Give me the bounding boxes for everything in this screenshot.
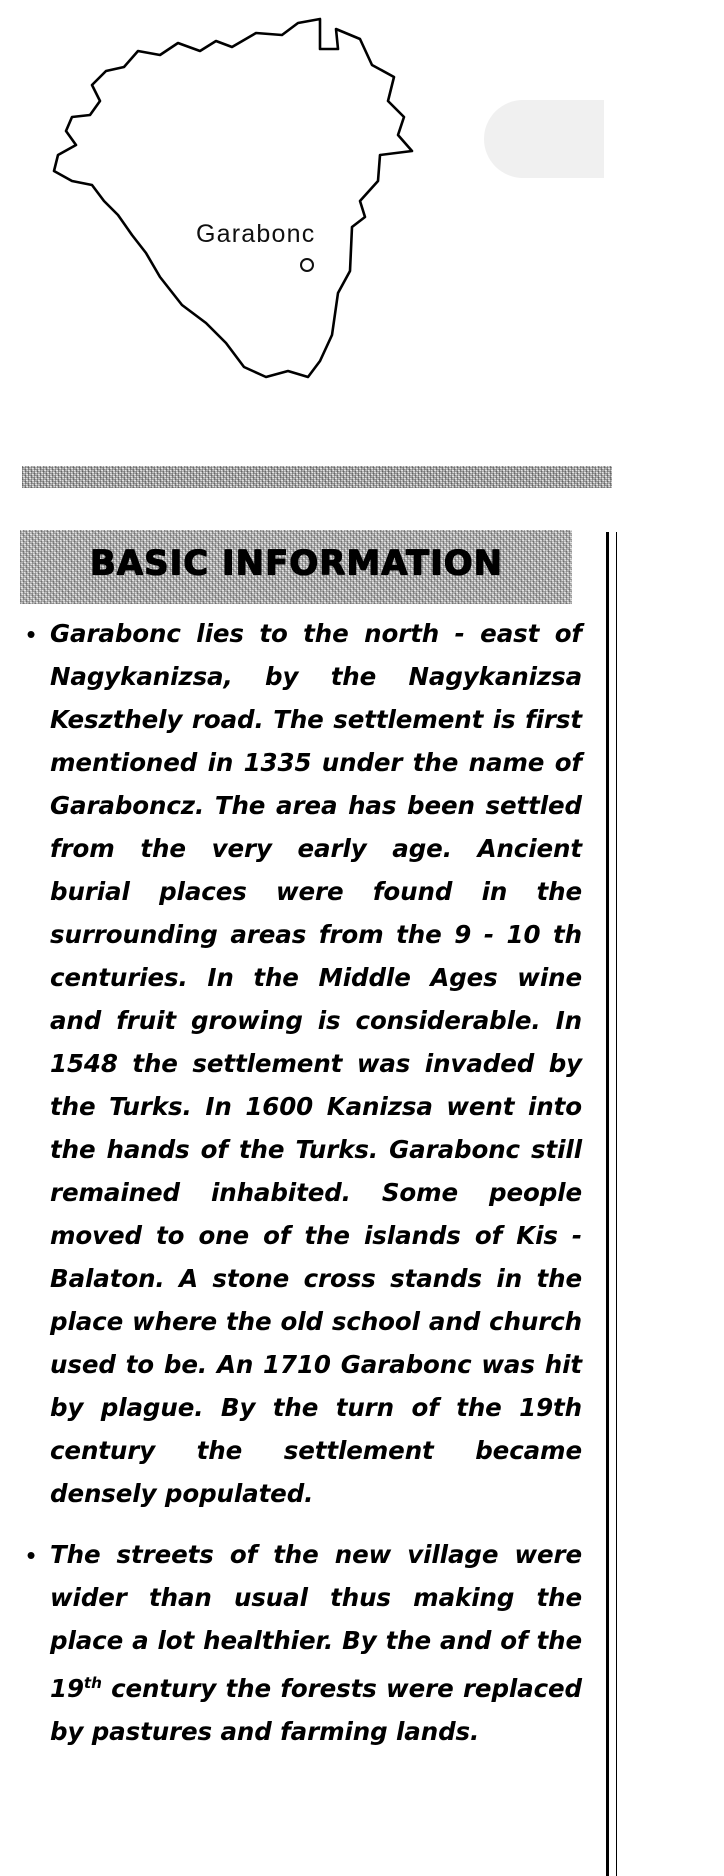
section-header-title: BASIC INFORMATION xyxy=(89,543,503,583)
list-item-text-part-2: century the forests were replaced by pastures and farming lands. xyxy=(50,1674,582,1747)
map-settlement-label: Garabonc xyxy=(196,220,316,248)
list-item xyxy=(12,1533,592,1753)
decorative-texture-strip xyxy=(22,466,612,488)
bullet-marker-icon: • xyxy=(26,1540,36,1570)
ordinal-suffix: th xyxy=(83,1674,102,1692)
list-item xyxy=(12,612,592,1515)
list-item-text xyxy=(50,1533,592,1753)
basic-information-content xyxy=(12,612,592,1771)
list-item-text: Garabonc lies to the north - east of Nagykanizsa, by the Nagykanizsa Keszthely road. The settlement is first mentioned in 1335 under the name of Garaboncz. The area has been settled from the very early age. Ancient burial places were found in the surrounding areas from the 9 - 10 th centuries. In the Middle Ages wine and fruit growing is considerable. In 1548 the settlement was invaded by the Turks. In 1600 Kanizsa went into the hands of the Turks. Garabonc still remained inhabited. Some people moved to one of the islands of Kis - Balaton. A stone cross stands in the place where the old school and church used to be. An 1710 Garabonc was hit by plague. By the turn of the 19th century the settlement became densely populated. xyxy=(50,619,582,1508)
map-settlement-marker-icon xyxy=(300,258,314,272)
map-figure xyxy=(0,0,724,450)
page-divider-rule-secondary xyxy=(616,532,617,1876)
map-background-shape xyxy=(484,100,604,178)
bullet-marker-icon: • xyxy=(26,619,36,649)
list-item-text-part-1: The streets of the new village were wider than usual thus making the place a lot healthier. By the and of the 19 xyxy=(50,1540,582,1704)
municipality-boundary-outline xyxy=(20,5,440,405)
page-divider-rule xyxy=(606,532,609,1876)
